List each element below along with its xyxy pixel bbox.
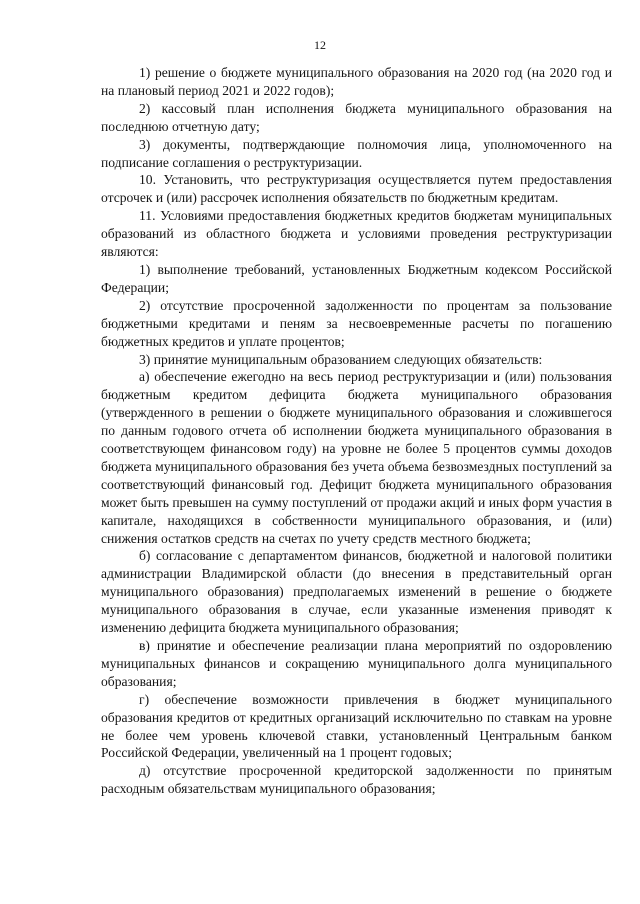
paragraph-obligation-b: б) согласование с департаментом финансов, бюджетной и налоговой политики администрации Владимирской области (до внесения в представительный орган муниципального образования) предполагаемых изменений в решение о бюджете муниципального образования в случае, если указанные изменения приводят к изменению дефицита бюджета муниципального образования; (101, 548, 612, 636)
page-number: 12 (314, 38, 326, 52)
paragraph-obligation-g: г) обеспечение возможности привлечения в бюджет муниципального образования кредитов от кредитных организаций исключительно по ставкам на уровне не более чем уровень ключевой ставки, установленный Центральным банком Российской Федерации, увеличенный на 1 процент годовых; (101, 691, 612, 761)
paragraph-obligation-d: д) отсутствие просроченной кредиторской задолженности по принятым расходным обязательствам муниципального образования; (101, 763, 612, 797)
paragraph-condition-2: 2) отсутствие просроченной задолженности по процентам за пользование бюджетными кредитами и пеням за несвоевременные расчеты по погашению бюджетных кредитов и уплате процентов; (101, 297, 612, 349)
paragraph-condition-3: 3) принятие муниципальным образованием следующих обязательств: (139, 351, 543, 367)
paragraph-obligation-a: а) обеспечение ежегодно на весь период реструктуризации и (или) пользования бюджетным кредитом дефицита бюджета муниципального образования (утвержденного в решении о бюджете муниципального образования и сложившегося по данным годового отчета об исполнении бюджета муниципального образования в соответствующем финансовом году) на уровне не более 5 процентов суммы доходов бюджета муниципального образования без учета объема безвозмездных поступлений за соответствующий финансовый год. Дефицит бюджета муниципального образования может быть превышен на сумму поступлений от продажи акций и иных форм участия в капитале, находящихся в собственности муниципального образования, и (или) снижения остатков средств на счетах по учету средств местного бюджета; (101, 369, 612, 546)
paragraph-item-3-authority-documents: 3) документы, подтверждающие полномочия лица, уполномоченного на подписание соглашения о реструктуризации. (101, 136, 612, 170)
document-body (101, 64, 612, 798)
paragraph-item-1-budget-decision: 1) решение о бюджете муниципального образования на 2020 год (на 2020 год и на плановый период 2021 и 2022 годов); (101, 65, 612, 98)
paragraph-clause-10: 10. Установить, что реструктуризация осуществляется путем предоставления отсрочек и (или) рассрочек исполнения обязательств по бюджетным кредитам. (101, 172, 612, 206)
paragraph-condition-1: 1) выполнение требований, установленных Бюджетным кодексом Российской Федерации; (101, 261, 612, 295)
paragraph-clause-11: 11. Условиями предоставления бюджетных кредитов бюджетам муниципальных образований из областного бюджета и условиями проведения реструктуризации являются: (101, 208, 612, 260)
paragraph-obligation-v: в) принятие и обеспечение реализации плана мероприятий по оздоровлению муниципальных финансов и сокращению муниципального долга муниципального образования; (101, 638, 612, 689)
paragraph-item-2-cash-plan: 2) кассовый план исполнения бюджета муниципального образования на последнюю отчетную дату; (101, 100, 612, 134)
